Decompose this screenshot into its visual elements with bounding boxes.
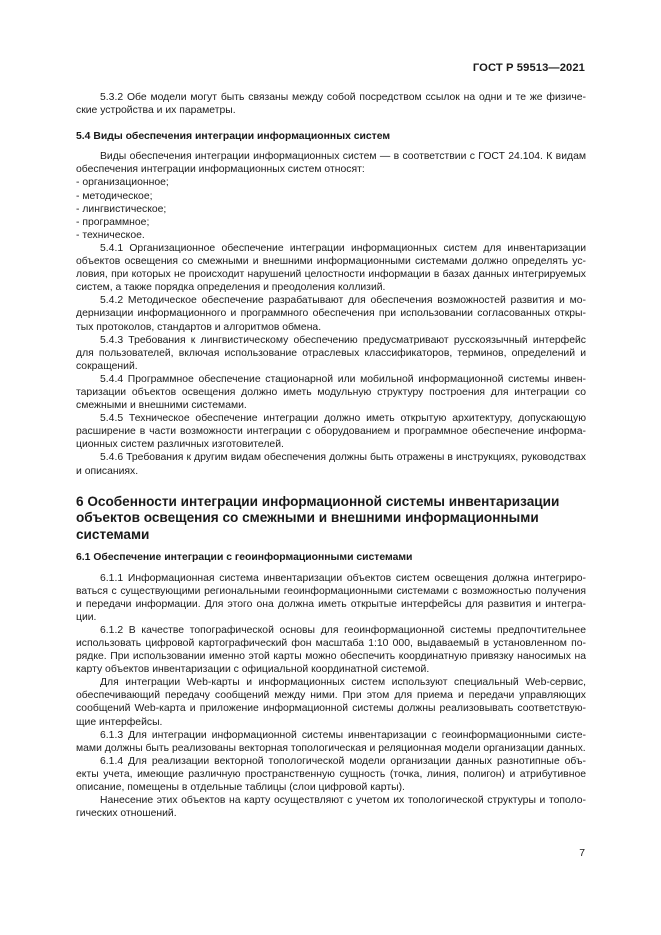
paragraph-5-4-4: 5.4.4 Программное обеспечение стационарной или мобильной информационной системы инвентаризации объектов освещения должно иметь модульную структуру построения для интеграции со смежными и внешними системами. [76, 373, 586, 412]
paragraph-6-1-2: 6.1.2 В качестве топографической основы для геоинформационной системы предпочтительнее использовать цифровой картографический фон масштаба 1:10 000, выдаваемый в установленном порядке. При использовании именно этой карты можно обеспечить координатную привязку наносимых на карту объектов инвентаризации с официальной координатной системой. [76, 624, 586, 676]
paragraph-5-4-3: 5.4.3 Требования к лингвистическому обеспечению предусматривают русскоязычный интерфейс для пользователей, включая использование отраслевых классификаторов, терминов, определений и сокращений. [76, 334, 586, 372]
paragraph-5-3-2 [76, 91, 586, 117]
integration-types-list [76, 176, 586, 241]
paragraph-5-4-2: 5.4.2 Методическое обеспечение разрабатывают для обеспечения возможностей развития и модернизации информационного и программного обеспечения при использовании согласованных открытых протоколов, стандартов и алгоритмов обмена. [76, 295, 586, 333]
paragraph-5-4-6: 5.4.6 Требования к другим видам обеспечения должны быть отражены в инструкциях, руководствах и описаниях. [76, 452, 586, 477]
page-number: 7 [579, 848, 585, 859]
paragraph-web-integration: Для интеграции Web-карты и информационных систем используют специальный Web-сервис, обеспечивающий передачу сообщений между ними. При этом для приема и передачи управляющих сообщений Web-карта и приложение информационной системы должны реализовывать соответствующие интерфейсы. [76, 677, 586, 728]
paragraph-6-1-3: 6.1.3 Для интеграции информационной системы инвентаризации с геоинформационными системами должны быть реализованы векторная топологическая и реляционная модели организации данных. [76, 729, 586, 754]
list-item: - программное; [76, 216, 150, 228]
list-item: - методическое; [76, 190, 153, 202]
page-content [76, 91, 586, 820]
document-code-header: ГОСТ Р 59513—2021 [472, 62, 585, 74]
paragraph-5-4-1: 5.4.1 Организационное обеспечение интеграции информационных систем для инвентаризации объектов освещения со смежными и внешними информационными системами должно определять условия, при которых не происходит нарушений целостности информации в базах данных интегрируемых систем, а также порядка определения и преодоления коллизий. [76, 242, 586, 294]
section-5-4-title: 5.4 Виды обеспечения интеграции информационных систем [76, 131, 391, 143]
paragraph-5-3-2-text: 5.3.2 Обе модели могут быть связаны между собой посредством ссылок на одни и те же физические устройства и их параметры. [76, 92, 586, 117]
section-5-4-intro-text: Виды обеспечения интеграции информационных систем — в соответствии с ГОСТ 24.104. К видам обеспечения интеграции информационных систем относят: [76, 151, 586, 176]
list-item: - техническое. [76, 229, 145, 241]
paragraph-5-4-5: 5.4.5 Техническое обеспечение интеграции должно иметь открытую архитектуру, допускающую расширение в части возможности интеграции с оборудованием и программное обеспечение информационных систем различных изготовителей. [76, 413, 586, 451]
paragraph-6-1-1: 6.1.1 Информационная система инвентаризации объектов систем освещения должна интегрироваться с существующими региональными геоинформационными системами с возможностью получения и передачи информации. Для этого она должна иметь открытые интерфейсы для развития и интеграции. [76, 572, 586, 623]
paragraph-mapping-objects: Нанесение этих объектов на карту осуществляют с учетом их топологической структуры и топологических отношений. [76, 795, 586, 820]
section-6-title: 6 Особенности интеграции информационной системы инвентаризации объектов освещения со смежными и внешними информационными системами [76, 493, 560, 542]
list-item: - организационное; [76, 177, 169, 189]
section-5-4-intro [76, 150, 586, 176]
paragraph-6-1-4: 6.1.4 Для реализации векторной топологической модели организации данных разнотипные объекты учета, имеющие различную пространственную сущность (точка, линия, полигон) и атрибутивное описание, помещены в отдельные таблицы (слои цифровой карты). [76, 755, 586, 793]
list-item: - лингвистическое; [76, 203, 167, 215]
section-6-1-title: 6.1 Обеспечение интеграции с геоинформационными системами [76, 552, 413, 564]
